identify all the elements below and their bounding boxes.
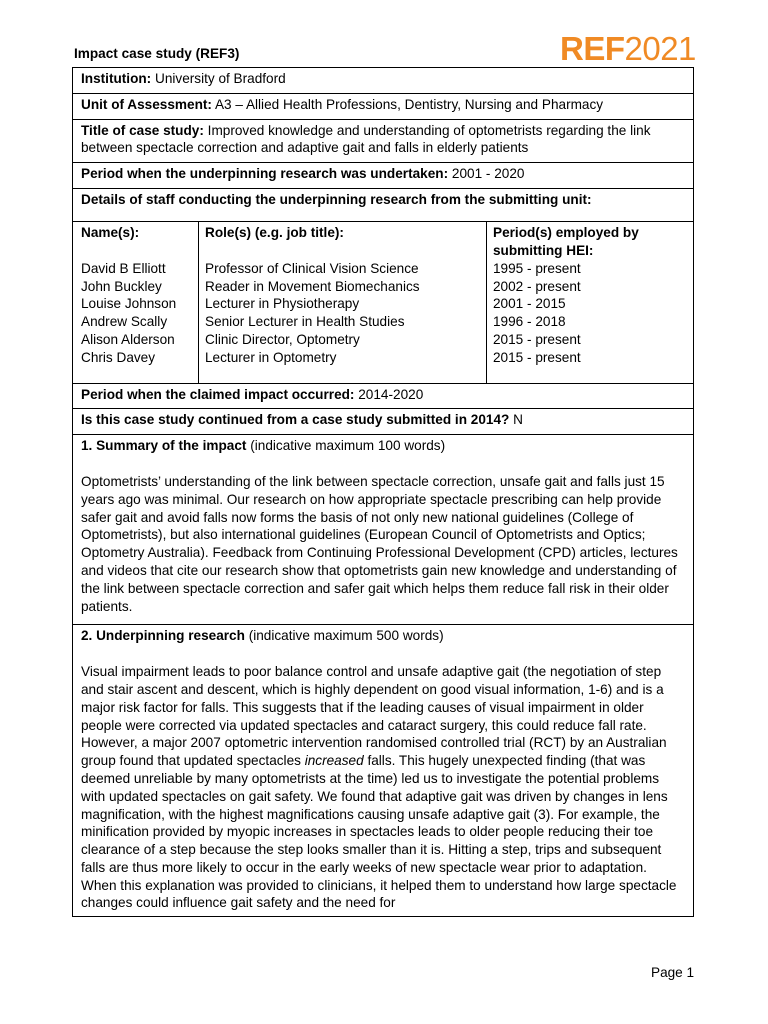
staff-roles-column — [199, 222, 487, 383]
uoa-label: Unit of Assessment: — [81, 96, 212, 112]
ref2021-logo — [560, 30, 696, 68]
document-header-title: Impact case study (REF3) — [74, 46, 240, 61]
impact-period-label: Period when the claimed impact occurred: — [81, 386, 355, 402]
staff-period: 1995 - present — [493, 260, 581, 276]
staff-table — [73, 222, 693, 384]
summary-note: (indicative maximum 100 words) — [246, 438, 446, 454]
staff-name-header: Name(s): — [81, 224, 140, 240]
staff-period: 2001 - 2015 — [493, 296, 566, 312]
summary-section — [73, 435, 693, 625]
staff-name: Chris Davey — [81, 349, 156, 365]
staff-name: David B Elliott — [81, 260, 166, 276]
staff-details-row: Details of staff conducting the underpinning research from the submitting unit: — [73, 189, 693, 222]
continued-value: N — [509, 412, 523, 428]
research-text-part-1: Visual impairment leads to poor balance control and unsafe adaptive gait (the negotiation of step and stair ascent and descent, which is highly dependent on good visual information, 1-6) and is a major risk factor for falls. This suggests that if the leading causes of visual impairment in older people were corrected via updated spectacles and cataract surgery, this could reduce fall rate. However, a major 2007 optometric intervention randomised controlled trial (RCT) by an Australian group found that updated spectacles — [81, 664, 667, 769]
unit-of-assessment-row — [73, 94, 693, 120]
staff-role: Lecturer in Optometry — [205, 349, 337, 365]
continued-case-study-row — [73, 409, 693, 435]
summary-heading: 1. Summary of the impact — [81, 438, 247, 454]
institution-label: Institution: — [81, 71, 152, 86]
staff-period-header: Period(s) employed by submitting HEI: — [493, 224, 639, 258]
staff-names-column — [73, 222, 199, 383]
staff-role: Reader in Movement Biomechanics — [205, 278, 420, 294]
uoa-value: A3 – Allied Health Professions, Dentistry, Nursing and Pharmacy — [211, 96, 604, 112]
staff-role-header: Role(s) (e.g. job title): — [205, 224, 344, 240]
research-text-part-2: falls. This hugely unexpected finding (that was deemed unreliable by many optometrists at the time) led us to investigate the potential problems with updated spectacles on gait safety. We found that adaptive gait was driven by changes in lens magnification, with the highest magnifications causing unsafe adaptive gait (3). For example, the minification provided by myopic increases in spectacles leads to older people reducing their toe clearance of a step because the step looks smaller than it is. Hitting a step, trips and subsequent falls are thus more likely to occur in the early weeks of new spectacle wear prior to adaptation. When this explanation was provided to clinicians, it helped them to understand how large spectacle changes could influence gait safety and the need for — [81, 753, 677, 911]
title-value: Improved knowledge and understanding of optometrists regarding the link between spectacle correction and adaptive gait and falls in elderly patients — [81, 122, 651, 156]
staff-name: Louise Johnson — [81, 296, 177, 312]
summary-text: Optometrists’ understanding of the link between spectacle correction, unsafe gait and falls just 15 years ago was minimal. Our research on how appropriate spectacle prescribing can help provide safer gait and avoid falls now forms the basis of not only new national guidelines (College of Optometrists), but also international guidelines (European Council of Optometrists and Optics; Optometry Australia). Feedback from Continuing Professional Development (CPD) articles, lectures and videos that cite our research show that optometrists gain new knowledge and understanding of the link between spectacle correction and safer gait which helps them reduce fall risk in their older patients. — [81, 473, 678, 614]
research-heading: 2. Underpinning research — [81, 628, 245, 644]
research-section — [73, 625, 693, 916]
staff-periods-column — [487, 222, 693, 383]
continued-label: Is this case study continued from a case study submitted in 2014? — [81, 412, 510, 428]
staff-role: Clinic Director, Optometry — [205, 331, 360, 347]
staff-name: Andrew Scally — [81, 314, 168, 330]
research-note: (indicative maximum 500 words) — [244, 628, 444, 644]
staff-period: 1996 - 2018 — [493, 314, 566, 330]
institution-row — [73, 68, 693, 94]
impact-period-row — [73, 384, 693, 410]
impact-period-value: 2014-2020 — [354, 386, 424, 402]
logo-ref-text: REF — [560, 30, 625, 67]
staff-role: Senior Lecturer in Health Studies — [205, 314, 405, 330]
staff-period: 2015 - present — [493, 331, 581, 347]
research-text — [81, 663, 686, 912]
research-text-emphasis: increased — [304, 753, 364, 769]
staff-period: 2002 - present — [493, 278, 581, 294]
case-study-form — [72, 67, 694, 917]
research-period-label: Period when the underpinning research was undertaken: — [81, 166, 449, 182]
staff-period: 2015 - present — [493, 349, 581, 365]
title-label: Title of case study: — [81, 122, 204, 138]
case-study-title-row — [73, 120, 693, 164]
institution-value: University of Bradford — [151, 71, 286, 86]
page-number: Page 1 — [651, 965, 695, 980]
staff-role: Lecturer in Physiotherapy — [205, 296, 360, 312]
research-period-value: 2001 - 2020 — [448, 166, 525, 182]
research-period-row — [73, 163, 693, 189]
staff-name: John Buckley — [81, 278, 162, 294]
staff-name: Alison Alderson — [81, 331, 175, 347]
logo-year-text: 2021 — [624, 30, 696, 67]
staff-role: Professor of Clinical Vision Science — [205, 260, 419, 276]
